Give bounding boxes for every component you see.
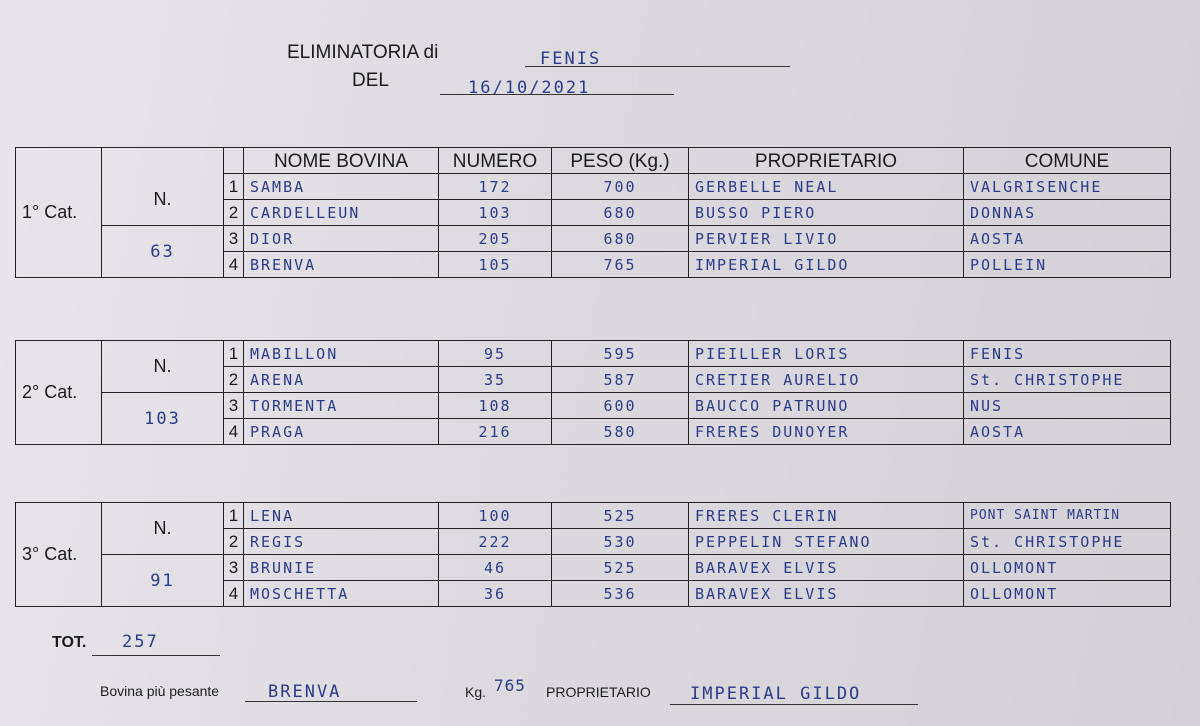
cow-name: BRENVA [250, 255, 317, 274]
date-underline [440, 94, 674, 95]
cow-number: 105 [478, 255, 512, 274]
kg-label: Kg. [465, 684, 487, 700]
cow-number: 205 [478, 229, 512, 248]
cow-comune: VALGRISENCHE [970, 177, 1103, 196]
heaviest-value: BRENVA [268, 682, 342, 702]
cow-weight: 587 [603, 370, 637, 389]
tot-value: 257 [122, 632, 159, 652]
cow-number: 108 [478, 396, 512, 415]
table-row [16, 341, 1171, 367]
cow-name: MABILLON [250, 344, 339, 363]
cow-comune: DONNAS [970, 203, 1037, 222]
cow-owner: BARAVEX ELVIS [695, 584, 839, 603]
tot-underline [92, 655, 220, 656]
cow-owner: PIEILLER LORIS [695, 344, 850, 363]
cow-comune: PONT SAINT MARTIN [970, 508, 1121, 523]
cow-name: MOSCHETTA [250, 584, 350, 603]
cow-number: 35 [483, 370, 507, 389]
table-row [16, 226, 1171, 252]
cow-weight: 536 [603, 584, 637, 603]
cow-number: 46 [483, 558, 507, 577]
row-index: 2 [224, 529, 244, 555]
col-header-comune: COMUNE [964, 148, 1171, 174]
cow-weight: 595 [603, 344, 637, 363]
category-table-1 [15, 147, 1171, 278]
category-table-3 [15, 502, 1171, 607]
n-label: N. [102, 503, 224, 555]
owner-value: IMPERIAL GILDO [690, 684, 862, 704]
title-label: ELIMINATORIA di [287, 42, 439, 63]
category-label: 1° Cat. [16, 148, 102, 278]
cow-comune: AOSTA [970, 422, 1026, 441]
table-row [16, 174, 1171, 200]
cow-owner: PEPPELIN STEFANO [695, 532, 872, 551]
cow-owner: BAUCCO PATRUNO [695, 396, 850, 415]
cow-comune: FENIS [970, 344, 1026, 363]
row-index: 3 [224, 226, 244, 252]
cow-weight: 680 [603, 229, 637, 248]
cow-comune: NUS [970, 396, 1004, 415]
kg-value: 765 [494, 676, 526, 695]
cow-weight: 525 [603, 506, 637, 525]
cow-number: 103 [478, 203, 512, 222]
title-underline [525, 66, 790, 67]
row-index: 3 [224, 393, 244, 419]
cow-owner: PERVIER LIVIO [695, 229, 839, 248]
category-count: 63 [150, 241, 175, 262]
owner-underline [670, 704, 918, 705]
cow-owner: IMPERIAL GILDO [695, 255, 850, 274]
cow-comune: OLLOMONT [970, 584, 1059, 603]
cow-number: 222 [478, 532, 512, 551]
owner-label: PROPRIETARIO [546, 684, 651, 700]
category-count: 103 [144, 408, 181, 429]
cow-number: 100 [478, 506, 512, 525]
col-header-number: NUMERO [439, 148, 552, 174]
cow-number: 95 [483, 344, 507, 363]
row-index: 1 [224, 341, 244, 367]
cow-weight: 680 [603, 203, 637, 222]
heaviest-label: Bovina più pesante [100, 683, 220, 699]
row-index: 2 [224, 367, 244, 393]
cow-name: BRUNIE [250, 558, 317, 577]
cow-name: ARENA [250, 370, 306, 389]
n-label: N. [102, 174, 224, 226]
cow-name: DIOR [250, 229, 295, 248]
date-label: DEL [352, 70, 389, 91]
cow-owner: BUSSO PIERO [695, 203, 817, 222]
category-label: 2° Cat. [16, 341, 102, 445]
cow-weight: 700 [603, 177, 637, 196]
cow-owner: BARAVEX ELVIS [695, 558, 839, 577]
table-row [16, 393, 1171, 419]
date-value: 16/10/2021 [468, 78, 591, 98]
cow-owner: GERBELLE NEAL [695, 177, 839, 196]
cow-comune: POLLEIN [970, 255, 1048, 274]
category-label: 3° Cat. [16, 503, 102, 607]
header-row [16, 148, 1171, 174]
cow-weight: 530 [603, 532, 637, 551]
cow-owner: FRERES DUNOYER [695, 422, 850, 441]
row-index: 3 [224, 555, 244, 581]
row-index: 1 [224, 503, 244, 529]
table-row [16, 503, 1171, 529]
heaviest-underline [245, 701, 417, 702]
cow-weight: 580 [603, 422, 637, 441]
col-header-owner: PROPRIETARIO [689, 148, 964, 174]
cow-name: CARDELLEUN [250, 203, 361, 222]
cow-name: LENA [250, 506, 295, 525]
cow-comune: AOSTA [970, 229, 1026, 248]
cow-weight: 600 [603, 396, 637, 415]
cow-comune: St. CHRISTOPHE [970, 370, 1125, 389]
cow-comune: OLLOMONT [970, 558, 1059, 577]
category-table-2 [15, 340, 1171, 445]
tot-label: TOT. [52, 634, 87, 651]
cow-owner: FRERES CLERIN [695, 506, 839, 525]
cow-name: TORMENTA [250, 396, 339, 415]
cow-name: SAMBA [250, 177, 306, 196]
table-row [16, 555, 1171, 581]
col-header-name: NOME BOVINA [244, 148, 439, 174]
col-header-weight: PESO (Kg.) [552, 148, 689, 174]
n-label: N. [102, 341, 224, 393]
cow-name: PRAGA [250, 422, 306, 441]
row-index: 1 [224, 174, 244, 200]
cow-name: REGIS [250, 532, 306, 551]
cow-weight: 765 [603, 255, 637, 274]
cow-number: 216 [478, 422, 512, 441]
cow-owner: CRETIER AURELIO [695, 370, 861, 389]
title-value: FENIS [540, 49, 602, 69]
category-count: 91 [150, 570, 175, 591]
cow-weight: 525 [603, 558, 637, 577]
cow-comune: St. CHRISTOPHE [970, 532, 1125, 551]
row-index: 4 [224, 419, 244, 445]
row-index: 2 [224, 200, 244, 226]
cow-number: 172 [478, 177, 512, 196]
row-index: 4 [224, 252, 244, 278]
row-index: 4 [224, 581, 244, 607]
cow-number: 36 [483, 584, 507, 603]
